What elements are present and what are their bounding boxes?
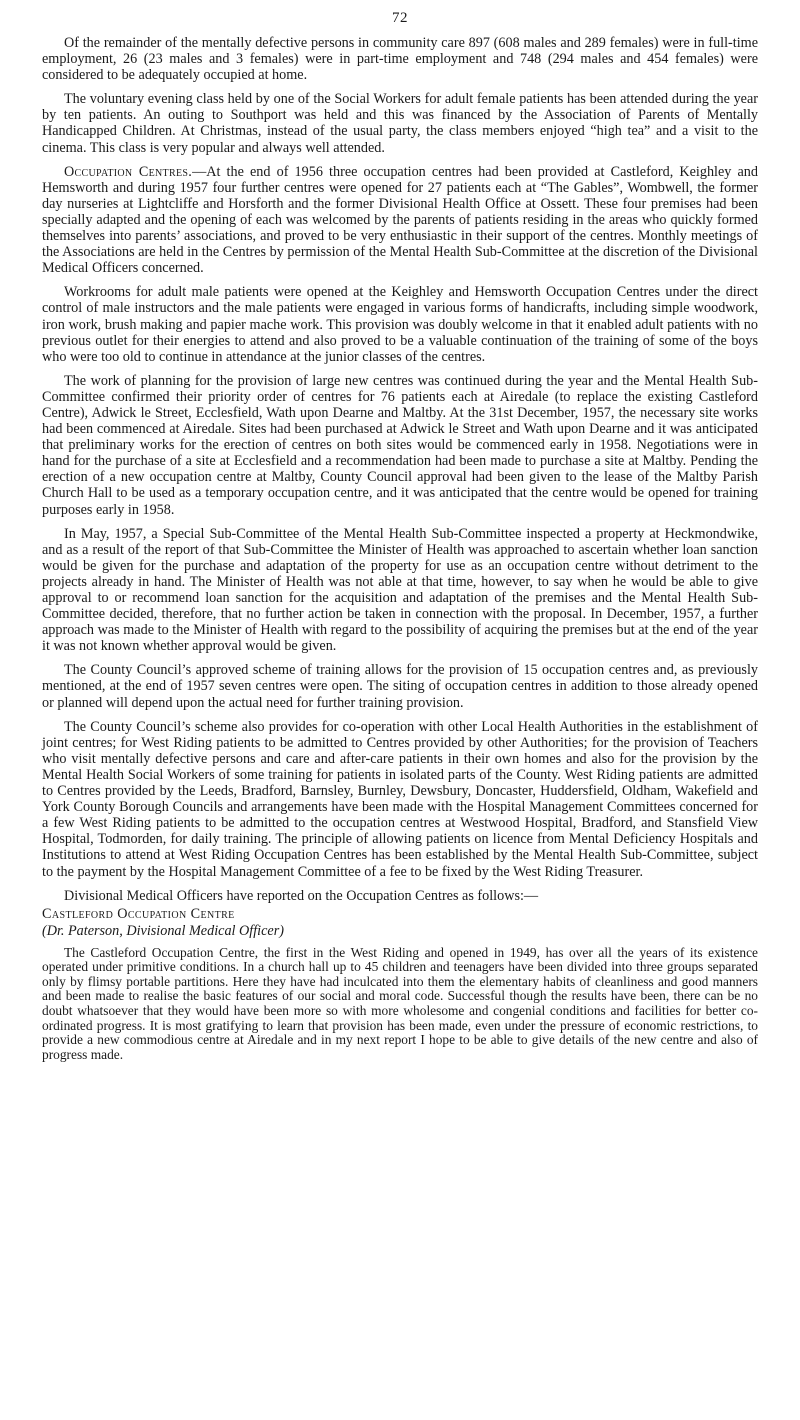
paragraph-heckmondwike-property: In May, 1957, a Special Sub-Committee of the Mental Health Sub-Committee inspected a property at Heckmondwike, and as a result of the report of that Sub-Committee the Minister of Health was approached to ascertain whether loan sanction would be given for the purchase and adaptation of the property for use as an occupation centre without detriment to the projects already in hand. The Minister of Health was not able at that time, however, to say when he would be able to give approval to or recommend loan sanction for the acquisition and adaptation of the premises and the Mental Health Sub-Committee decided, therefore, that no further action be taken in connection with the proposal. In December, 1957, a further approach was made to the Minister of Health with regard to the possibility of acquiring the premises but at the end of the year it was not known whether approval would be given. [42,525,758,655]
paragraph-evening-class: The voluntary evening class held by one of the Social Workers for adult female patients has been attended during the year by ten patients. An outing to Southport was held and this was financed by the Association of Parents of Mentally Handicapped Children. At Christmas, instead of the usual party, the class members enjoyed “high tea” and a visit to the cinema. This class is very popular and always well attended. [42,91,758,156]
paragraph-approved-scheme: The County Council’s approved scheme of training allows for the provision of 15 occupation centres and, as previously mentioned, at the end of 1957 seven centres were open. The siting of occupation centres in addition to those already opened or planned will depend upon the actual need for further training provision. [42,662,758,711]
paragraph-divisional-reports-intro: Divisional Medical Officers have reported on the Occupation Centres as follows:— [64,887,539,904]
paragraph-occupation-centres-body: —At the end of 1956 three occupation centres had been provided at Castleford, Keighley and Hemsworth and during 1957 four further centres were opened for 27 patients each at “The Gables”, Wombwell, the former day nurseries at Lightcliffe and Horsforth and the former Divisional Health Office at Ossett. These four premises had been specially adapted and the opening of each was welcomed by the parents of patients residing in the areas who quickly formed themselves into parents’ associations, and proved to be very enthusiastic in their support of the centres. Monthly meetings of the Associations are held in the Centres by permission of the Mental Health Sub-Committee at the discretion of the Divisional Medical Officers concerned. [42,163,758,277]
page-number: 72 [392,10,408,26]
paragraph-occupation-centres [42,164,758,277]
paragraph-cooperation-authorities: The County Council’s scheme also provides for co-operation with other Local Health Authorities in the establishment of joint centres; for West Riding patients to be admitted to Centres provided by other Authorities; for the provision of Teachers who visit mentally defective persons and care and after-care patients in their own homes and also for the provision by the Mental Health Social Workers of some training for patients in isolated parts of the County. West Riding patients are admitted to Centres provided by the Leeds, Bradford, Barnsley, Burnley, Dewsbury, Doncaster, Huddersfield, Oldham, Wakefield and York County Borough Councils and arrangements have been made with the Hospital Management Committees concerned for a few West Riding patients to be admitted to the occupation centres at Westwood Hospital, Bradford, and Stansfield View Hospital, Todmorden, for daily training. The principle of allowing patients on licence from Mental Deficiency Hospitals and Institutions to attend at West Riding Occupation Centres has been established by the Mental Health Sub-Committee, subject to the payment by the Hospital Management Committee of a fee to be fixed by the West Riding Treasurer. [42,718,758,880]
paragraph-castleford-report: The Castleford Occupation Centre, the first in the West Riding and opened in 1949, has over all the years of its existence operated under primitive conditions. In a church hall up to 45 children and teenagers have been divided into three groups separated only by flimsy portable partitions. Here they have had inculcated into them the elementary habits of cleanliness and good manners and been made to realise the basic features of our social and moral code. Successful though the results have been, there can be no doubt whatsoever that they would have been more so with more wholesome and congenial conditions and facilities for better co-ordinated progress. It is most gratifying to learn that provision has been made, even under the pressure of economic restrictions, to provide a new commodious centre at Airedale and in my next report I hope to be able to give details of the new centre and also of progress made. [42,944,758,1062]
section-heading-castleford: Castleford Occupation Centre [42,905,235,922]
paragraph-workrooms: Workrooms for adult male patients were opened at the Keighley and Hemsworth Occupation Centres under the direct control of male instructors and the male patients were engaged in various forms of handicrafts, including simple woodwork, iron work, brush making and papier mache work. This provision was doubly welcome in that it enabled adult patients with no previous outlet for their energies to attend and also proved to be a valuable continuation of the training of some of the boys who were too old to continue in attendance at the junior classes of the centres. [42,284,758,365]
paragraph-planning-new-centres: The work of planning for the provision of large new centres was continued during the year and the Mental Health Sub-Committee confirmed their priority order of centres for 76 patients each at Airedale (to replace the existing Castleford Centre), Adwick le Street, Ecclesfield, Wath upon Dearne and Maltby. At the 31st December, 1957, the necessary site works had been commenced at Airedale. Sites had been purchased at Adwick le Street and Wath upon Dearne and it was anticipated that preliminary works for the erection of centres on both sites would be commenced early in 1958. Negotiations were in hand for the purchase of a site at Ecclesfield and a recommendation had been made to purchase a site at Maltby. Pending the erection of a new occupation centre at Maltby, County Council approval had been given to the lease of the Maltby Parish Church Hall to be used as a temporary occupation centre, and it was anticipated that the centre would be opened for training purposes early in 1958. [42,372,758,518]
section-officer-attribution: (Dr. Paterson, Divisional Medical Officer) [42,922,284,939]
paragraph-lead-heading: Occupation Centres. [64,163,193,180]
paragraph-community-care-employment: Of the remainder of the mentally defective persons in community care 897 (608 males and 289 females) were in full-time employment, 26 (23 males and 3 females) were in part-time employment and 748 (294 males and 454 females) were considered to be adequately occupied at home. [42,35,758,84]
